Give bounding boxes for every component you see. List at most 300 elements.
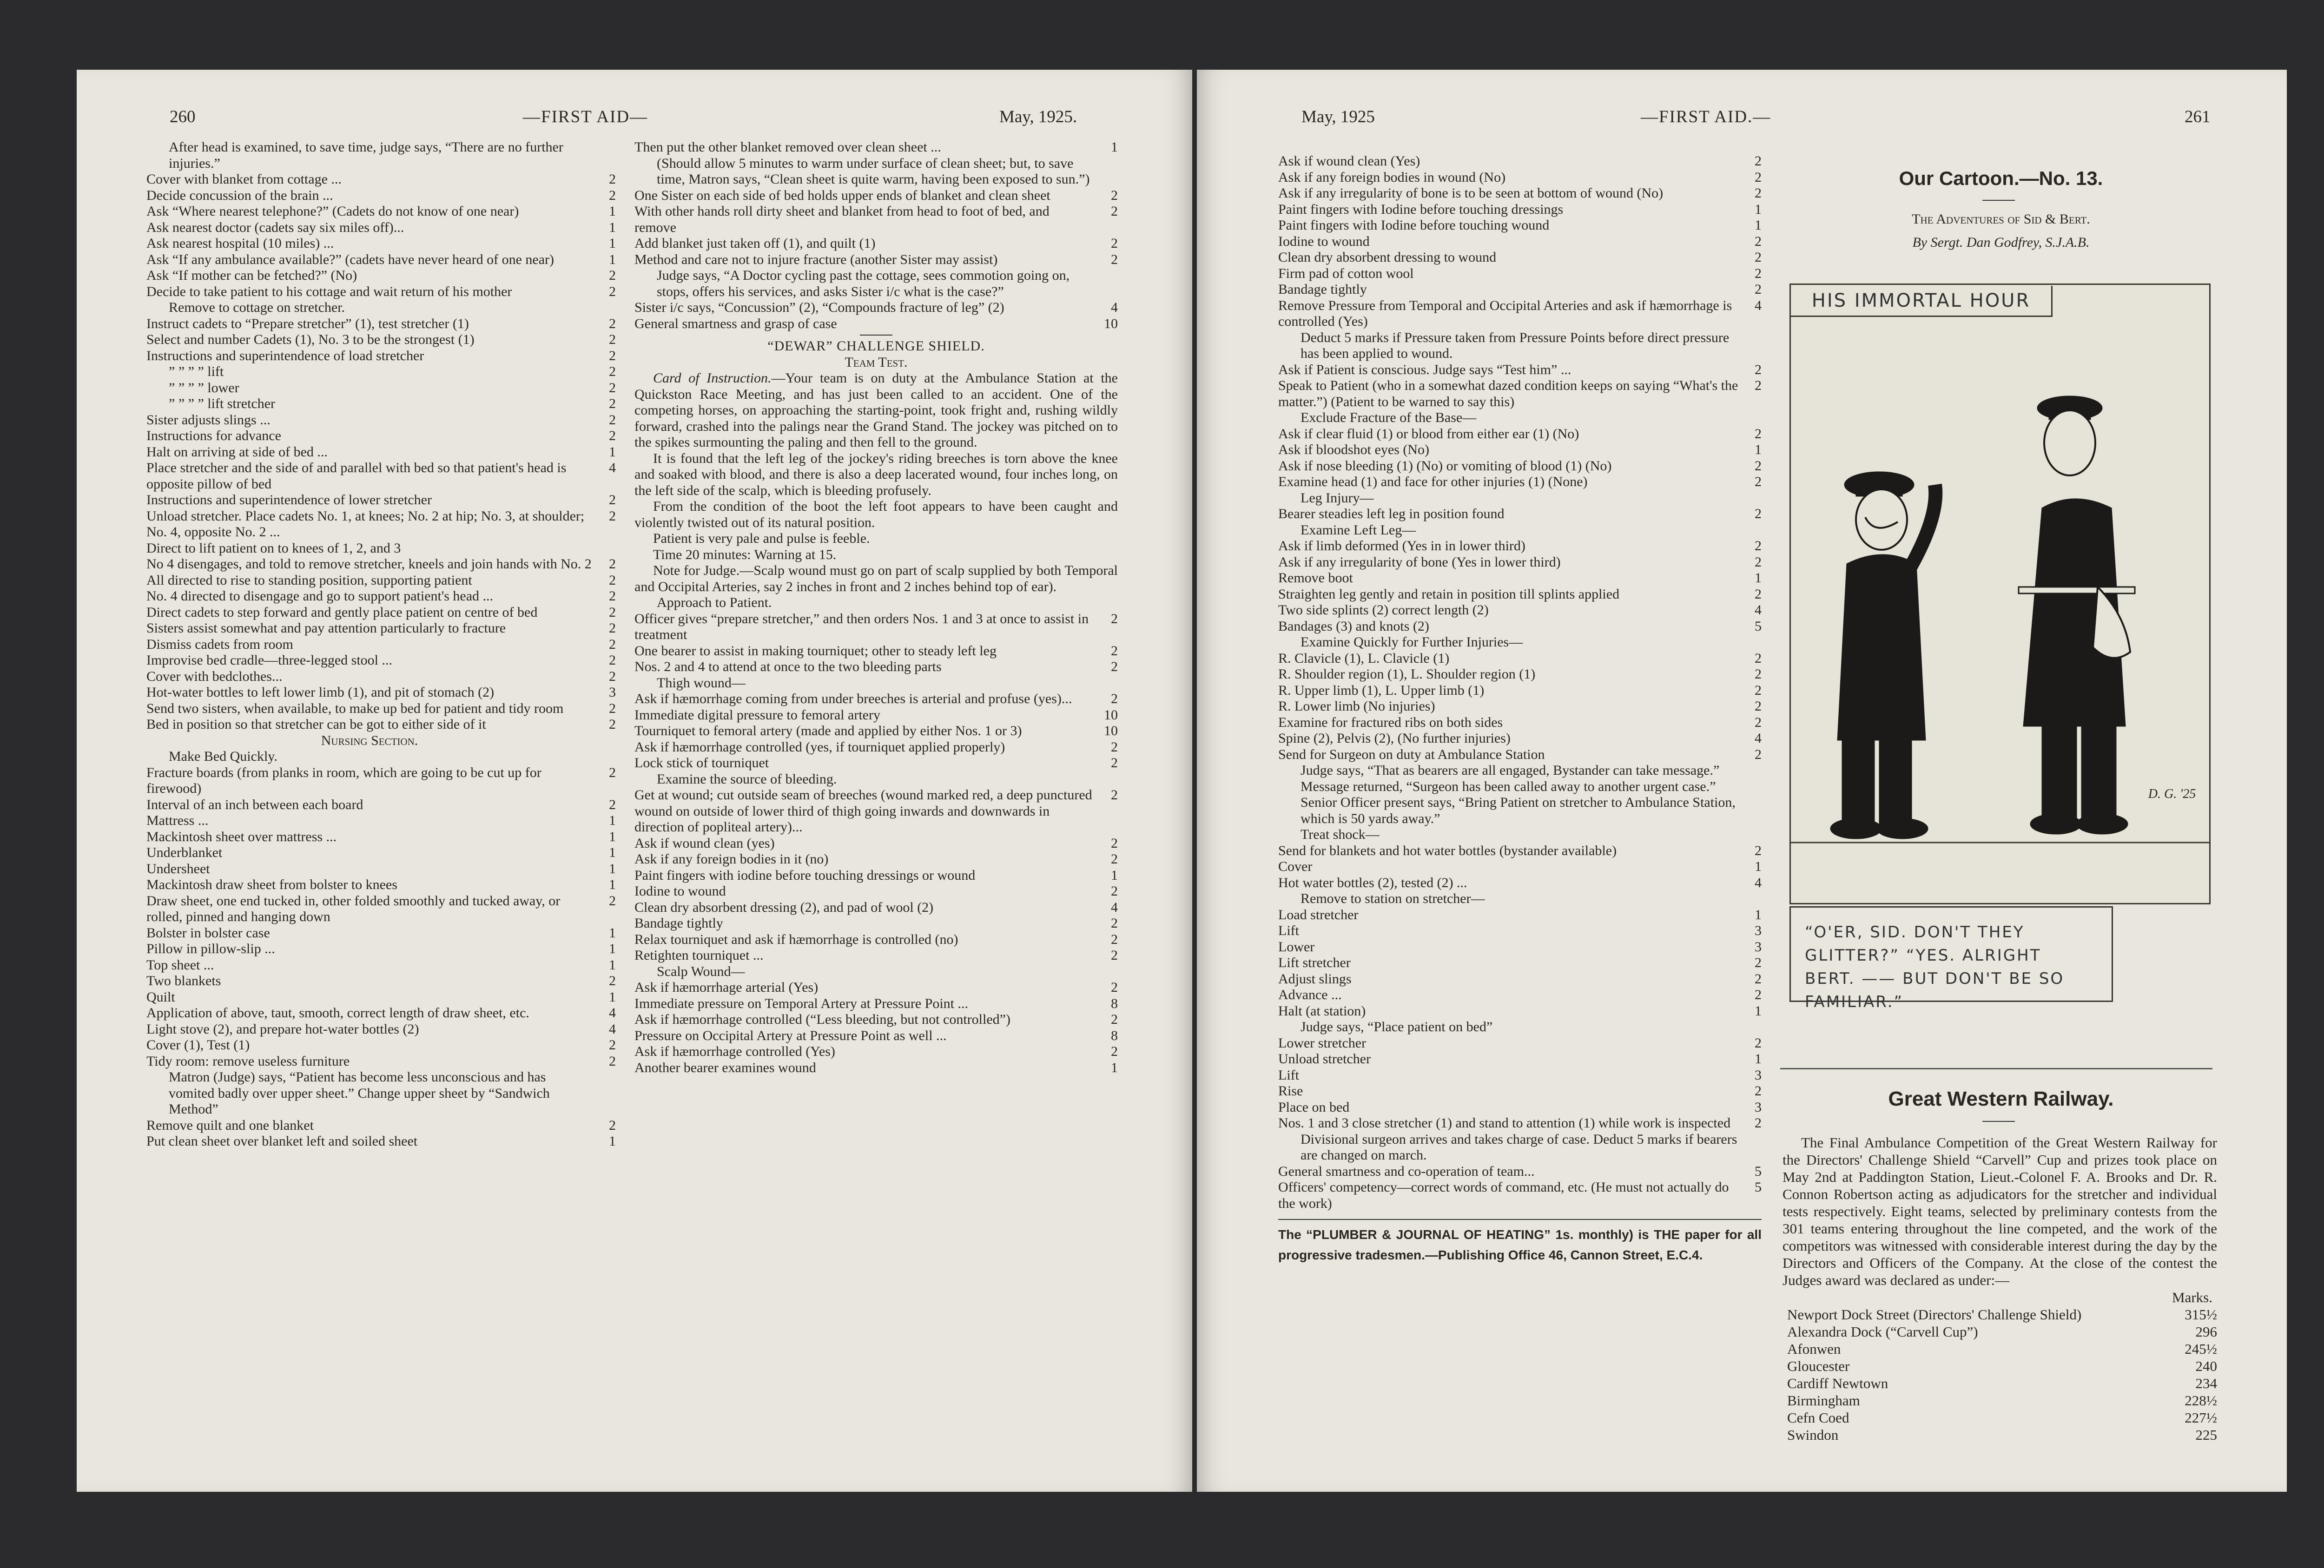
- line-item: [634, 156, 1118, 188]
- line-item: [1278, 490, 1762, 507]
- marks-value: 3: [1755, 923, 1762, 938]
- marks-value: 8: [1111, 1028, 1118, 1043]
- line-item: [146, 252, 616, 268]
- marks-value: 3: [1755, 939, 1762, 955]
- line-item: [146, 685, 616, 701]
- team-marks: 296: [2195, 1324, 2217, 1340]
- line-item: [1278, 153, 1762, 170]
- line-text: Ask if limb deformed (Yes in in lower third): [1278, 538, 1525, 553]
- line-text: Halt (at station): [1278, 1003, 1366, 1019]
- line-item: [1278, 185, 1762, 202]
- line-item: [1278, 282, 1762, 298]
- line-item: [634, 1028, 1118, 1044]
- marks-value: 1: [609, 925, 616, 941]
- marks-value: 2: [1755, 698, 1762, 714]
- marks-value: 2: [1755, 1035, 1762, 1051]
- line-item: [1278, 907, 1762, 923]
- line-text: Remove quilt and one blanket: [146, 1117, 314, 1133]
- marks-value: 2: [1111, 883, 1118, 899]
- line-item: [634, 316, 1118, 332]
- team-marks: 225: [2195, 1427, 2217, 1443]
- line-item: [146, 588, 616, 605]
- team-name: Gloucester: [1787, 1358, 1850, 1374]
- team-name: Birmingham: [1787, 1392, 1860, 1409]
- line-item: [634, 948, 1118, 964]
- marks-value: 2: [609, 973, 616, 988]
- results-table: [1783, 1306, 2217, 1443]
- line-item: [1278, 651, 1762, 667]
- line-text: Ask if wound clean (yes): [634, 835, 775, 851]
- line-item: [1278, 1035, 1762, 1052]
- line-text: Sisters assist somewhat and pay attention particularly to fracture: [146, 620, 506, 636]
- marks-value: 2: [609, 764, 616, 780]
- line-item: [1278, 859, 1762, 875]
- section-heading: Nursing Section.: [321, 732, 418, 748]
- line-text: Examine head (1) and face for other injuries (1) (None): [1278, 474, 1588, 489]
- marks-value: 2: [609, 396, 616, 411]
- marks-value: 2: [1111, 204, 1118, 219]
- marks-value: 1: [609, 236, 616, 251]
- marks-value: 2: [609, 1037, 616, 1053]
- line-text: Ask “If mother can be fetched?” (No): [146, 268, 357, 283]
- line-item: [146, 492, 616, 508]
- cartoon-illustration: [1791, 285, 2209, 903]
- line-item: [146, 204, 616, 220]
- marks-value: 2: [1111, 851, 1118, 867]
- line-item: [146, 380, 616, 396]
- cartoon-frame: [1789, 283, 2211, 904]
- line-text: Bandages (3) and knots (2): [1278, 618, 1429, 634]
- team-name: Newport Dock Street (Directors' Challenge Shield): [1787, 1306, 2082, 1323]
- line-item: [1278, 955, 1762, 971]
- marks-value: 2: [609, 412, 616, 428]
- team-name: Alexandra Dock (“Carvell Cup”): [1787, 1324, 1978, 1340]
- line-item: [1278, 666, 1762, 683]
- dewar-paragraph: From the condition of the boot the left foot appears to have been caught and violently twisted out of its natural position.: [634, 499, 1118, 530]
- banner-text: HIS IMMORTAL HOUR: [1811, 290, 2031, 311]
- line-text: Ask “Where nearest telephone?” (Cadets do not know of one near): [146, 204, 519, 219]
- line-text: Paint fingers with iodine before touching dressings or wound: [634, 867, 976, 883]
- marks-value: 2: [1755, 426, 1762, 441]
- marks-value: 1: [1755, 1003, 1762, 1019]
- dewar-subtitle: Team Test.: [845, 354, 908, 370]
- marks-value: 2: [609, 316, 616, 331]
- line-item: [634, 268, 1118, 300]
- marks-value: 2: [1111, 611, 1118, 626]
- line-text: Ask nearest doctor (cadets say six miles off)...: [146, 219, 404, 235]
- line-item: [1278, 378, 1762, 410]
- marks-value: 2: [1111, 1012, 1118, 1027]
- line-text: Two side splints (2) correct length (2): [1278, 602, 1489, 618]
- line-text: Paint fingers with Iodine before touching dressings: [1278, 201, 1564, 217]
- line-text: Cover with blanket from cottage ...: [146, 171, 342, 187]
- line-text: Ask if any irregularity of bone (Yes in lower third): [1278, 554, 1561, 570]
- line-text: Ask “If any ambulance available?” (cadets have never heard of one near): [146, 251, 555, 267]
- marks-value: 3: [1755, 1067, 1762, 1083]
- line-item: [146, 733, 616, 749]
- line-item: [1278, 298, 1762, 330]
- marks-value: 2: [1755, 378, 1762, 393]
- marks-value: 2: [609, 556, 616, 572]
- marks-value: 2: [609, 380, 616, 395]
- marks-value: 2: [1111, 787, 1118, 803]
- line-text: Tourniquet to femoral artery (made and applied by either Nos. 1 or 3): [634, 723, 1022, 738]
- line-item: [634, 691, 1118, 707]
- line-text: Then put the other blanket removed over clean sheet ...: [634, 139, 941, 155]
- line-item: [1278, 362, 1762, 378]
- line-item: [146, 845, 616, 861]
- line-item: [146, 284, 616, 300]
- left-page: [77, 70, 1192, 1492]
- line-text: One bearer to assist in making tourniquet; other to steady left leg: [634, 643, 997, 659]
- advert-rule: [1278, 1219, 1762, 1220]
- marks-value: 4: [1755, 731, 1762, 746]
- line-text: Cover with bedclothes...: [146, 668, 283, 684]
- line-item: [1278, 1067, 1762, 1084]
- line-text: Lift: [1278, 1067, 1299, 1083]
- dewar-paragraph: Time 20 minutes: Warning at 15.: [653, 547, 837, 562]
- left-column-1: [146, 139, 616, 1150]
- line-text: Mattress ...: [146, 813, 209, 828]
- line-text: Put clean sheet over blanket left and soiled sheet: [146, 1133, 418, 1149]
- line-text: Scalp Wound—: [657, 963, 745, 979]
- gwr-title: Great Western Railway.: [1888, 1087, 2114, 1110]
- marks-value: 2: [609, 348, 616, 363]
- line-item: [1278, 1179, 1762, 1212]
- line-text: Remove boot: [1278, 570, 1353, 586]
- marks-value: 2: [1755, 265, 1762, 281]
- line-text: Deduct 5 marks if Pressure taken from Pressure Points before direct pressure has been applied to wound.: [1301, 329, 1730, 361]
- marks-value: 2: [1755, 153, 1762, 169]
- marks-value: 2: [609, 604, 616, 620]
- marks-value: 2: [1755, 843, 1762, 858]
- line-item: [146, 941, 616, 957]
- line-text: Adjust slings: [1278, 971, 1352, 987]
- line-text: Matron (Judge) says, “Patient has become less unconscious and has vomited badly over upper sheet.” Change upper sheet by “Sandwich Method”: [169, 1069, 550, 1117]
- line-item: [146, 364, 616, 380]
- line-item: [634, 980, 1118, 996]
- line-text: Pressure on Occipital Artery at Pressure Point as well ...: [634, 1028, 947, 1043]
- line-item: [146, 973, 616, 989]
- page-number-right: 261: [2185, 107, 2211, 126]
- line-item: [146, 428, 616, 444]
- marks-value: 2: [1111, 916, 1118, 931]
- marks-value: 4: [1111, 899, 1118, 915]
- line-text: Mackintosh draw sheet from bolster to knees: [146, 877, 397, 892]
- marks-value: 2: [609, 893, 616, 909]
- marks-value: 1: [1755, 1051, 1762, 1067]
- line-text: Treat shock—: [1301, 827, 1380, 842]
- line-item: [146, 620, 616, 637]
- line-item: [634, 707, 1118, 724]
- line-item: [1278, 891, 1762, 907]
- line-text: Unload stretcher: [1278, 1051, 1371, 1067]
- marks-value: 1: [1111, 1060, 1118, 1075]
- line-item: [634, 868, 1118, 884]
- line-text: R. Shoulder region (1), L. Shoulder region (1): [1278, 666, 1536, 682]
- line-item: [1278, 410, 1762, 426]
- marks-value: 4: [609, 460, 616, 475]
- marks-value: 2: [1755, 714, 1762, 730]
- line-item: [1278, 474, 1762, 490]
- line-text: One Sister on each side of bed holds upper ends of blanket and clean sheet: [634, 187, 1050, 203]
- marks-value: 2: [1111, 251, 1118, 267]
- line-text: Make Bed Quickly.: [169, 749, 277, 764]
- line-item: [1278, 731, 1762, 747]
- marks-value: 2: [1755, 666, 1762, 682]
- sid-figure: [1830, 472, 1935, 839]
- card-text: —Your team is on duty at the Ambulance Station at the Quickston Race Meeting, and has just been called to an accident. One of the competing horses, on approaching the starting-point, took fright and, rushing wildly forward, crashed into the palings near the Grand Stand. The jockey was pitched on to the spikes surmounting the paling and then fell to the ground.: [634, 370, 1118, 450]
- line-item: [1278, 747, 1762, 763]
- line-item: [634, 611, 1118, 643]
- page-number-left: 260: [170, 107, 196, 126]
- line-item: [1278, 923, 1762, 939]
- marks-value: 1: [609, 251, 616, 267]
- line-item: [1278, 570, 1762, 586]
- line-text: Draw sheet, one end tucked in, other folded smoothly and tucked away, or rolled, pinned and hanging down: [146, 893, 561, 924]
- marks-value: 2: [1755, 362, 1762, 377]
- cartoon-subtitle: The Adventures of Sid & Bert.: [1912, 211, 2090, 227]
- result-row: [1783, 1340, 2217, 1357]
- marks-value: 2: [1755, 1083, 1762, 1099]
- marks-value: 1: [1755, 907, 1762, 922]
- marks-value: 2: [609, 652, 616, 668]
- line-text: Quilt: [146, 989, 175, 1005]
- line-text: Bandage tightly: [634, 916, 723, 931]
- line-item: [146, 605, 616, 621]
- marks-value: 1: [1755, 859, 1762, 874]
- line-text: Relax tourniquet and ask if hæmorrhage is controlled (no): [634, 931, 958, 947]
- team-name: Cefn Coed: [1787, 1410, 1849, 1426]
- line-text: Ask if any irregularity of bone is to be seen at bottom of wound (No): [1278, 185, 1664, 201]
- line-text: ” ” ” ” lower: [169, 380, 239, 395]
- line-item: [146, 573, 616, 589]
- running-head-left: —FIRST AID—: [523, 107, 648, 126]
- line-item: [634, 883, 1118, 900]
- line-item: [634, 1060, 1118, 1076]
- dewar-paragraph: It is found that the left leg of the jockey's riding breeches is torn above the knee and soaked with blood, and there is also a deep lacerated wound, four inches long, on the left side of the scalp, which is bleeding profusely.: [634, 450, 1118, 498]
- line-text: Direct cadets to step forward and gently place patient on centre of bed: [146, 604, 538, 620]
- line-item: [146, 540, 616, 557]
- marks-value: 2: [1111, 691, 1118, 706]
- line-item: [146, 877, 616, 893]
- line-text: Nos. 2 and 4 to attend at once to the two bleeding parts: [634, 659, 942, 674]
- marks-value: 2: [609, 492, 616, 507]
- result-row: [1783, 1426, 2217, 1443]
- line-item: [634, 932, 1118, 948]
- line-item: [634, 739, 1118, 756]
- line-item: [1278, 1115, 1762, 1132]
- line-item: [1278, 875, 1762, 891]
- line-item: [1278, 987, 1762, 1003]
- line-text: Remove to cottage on stretcher.: [169, 300, 345, 315]
- marks-value: 10: [1104, 723, 1118, 738]
- line-text: Ask if hæmorrhage controlled (“Less bleeding, but not controlled”): [634, 1012, 1010, 1027]
- line-text: Ask if hæmorrhage coming from under breeches is arterial and profuse (yes)...: [634, 691, 1072, 706]
- line-text: Officer gives “prepare stretcher,” and then orders Nos. 1 and 3 at once to assist in treatment: [634, 611, 1089, 642]
- line-item: [1278, 234, 1762, 250]
- line-text: ” ” ” ” lift: [169, 364, 224, 379]
- marks-value: 2: [1111, 755, 1118, 771]
- line-item: [634, 236, 1118, 252]
- line-text: Lift stretcher: [1278, 955, 1351, 970]
- marks-value: 2: [609, 171, 616, 187]
- marks-value: 2: [1755, 474, 1762, 489]
- line-text: Approach to Patient.: [657, 595, 772, 610]
- line-item: [1278, 1100, 1762, 1116]
- marks-value: 2: [1755, 233, 1762, 249]
- line-item: [146, 669, 616, 685]
- line-text: Immediate digital pressure to femoral artery: [634, 707, 880, 723]
- line-item: [1278, 170, 1762, 186]
- line-text: Place on bed: [1278, 1099, 1350, 1115]
- team-marks: 228½: [2185, 1392, 2217, 1409]
- line-text: Lock stick of tourniquet: [634, 755, 769, 771]
- line-text: R. Clavicle (1), L. Clavicle (1): [1278, 650, 1450, 666]
- team-name: Swindon: [1787, 1427, 1839, 1443]
- line-text: Ask if hæmorrhage controlled (yes, if tourniquet applied properly): [634, 739, 1005, 755]
- line-item: [634, 787, 1118, 836]
- line-item: [1278, 698, 1762, 715]
- line-text: Examine the source of bleeding.: [657, 771, 837, 787]
- line-item: [1278, 1019, 1762, 1035]
- gwr-rule: [1982, 1121, 2015, 1122]
- marks-value: 2: [609, 283, 616, 299]
- line-item: [1278, 1083, 1762, 1100]
- line-text: No 4 disengages, and told to remove stretcher, kneels and join hands with No. 2: [146, 556, 592, 572]
- marks-value: 1: [1755, 442, 1762, 457]
- line-text: Decide concussion of the brain ...: [146, 187, 333, 203]
- marks-value: 2: [1111, 980, 1118, 995]
- marks-value: 2: [1755, 250, 1762, 265]
- line-item: [1278, 763, 1762, 827]
- line-item: [634, 723, 1118, 739]
- line-text: Improvise bed cradle—three-legged stool ...: [146, 652, 392, 668]
- line-text: Application of above, taut, smooth, correct length of draw sheet, etc.: [146, 1005, 529, 1021]
- line-text: Cover (1), Test (1): [146, 1037, 250, 1053]
- marks-value: 2: [1755, 506, 1762, 521]
- marks-value: 1: [609, 877, 616, 892]
- line-item: [146, 508, 616, 540]
- line-item: [1278, 522, 1762, 539]
- line-item: [146, 925, 616, 942]
- line-text: Ask if any foreign bodies in it (no): [634, 851, 829, 867]
- line-item: [146, 652, 616, 669]
- line-text: Ask if clear fluid (1) or blood from either ear (1) (No): [1278, 426, 1579, 441]
- line-item: [146, 556, 616, 573]
- line-text: Halt on arriving at side of bed ...: [146, 444, 328, 460]
- line-text: Get at wound; cut outside seam of breeches (wound marked red, a deep punctured wound on outside of lower third of thigh going inwards and downwards in direction of popliteal artery)...: [634, 787, 1092, 835]
- marks-value: 2: [1755, 185, 1762, 201]
- marks-value: 2: [1111, 236, 1118, 251]
- line-item: [146, 348, 616, 364]
- line-item: [634, 836, 1118, 852]
- marks-value: 4: [609, 1021, 616, 1037]
- line-item: [146, 765, 616, 797]
- line-item: [1278, 1003, 1762, 1020]
- cartoon-caption: “O'ER, SID. DON'T THEY GLITTER?” “YES. ALRIGHT BERT. —— BUT DON'T BE SO FAMILIAR.”: [1805, 923, 2065, 1011]
- marks-value: 4: [1755, 297, 1762, 313]
- cartoon-caption-box: [1789, 906, 2113, 1011]
- line-text: Light stove (2), and prepare hot-water bottles (2): [146, 1021, 419, 1037]
- line-text: Iodine to wound: [634, 883, 726, 899]
- line-item: [634, 252, 1118, 268]
- line-item: [146, 300, 616, 316]
- line-text: Instruct cadets to “Prepare stretcher” (1), test stretcher (1): [146, 316, 469, 331]
- line-text: General smartness and grasp of case: [634, 316, 837, 331]
- line-item: [146, 797, 616, 813]
- marks-value: 4: [1111, 300, 1118, 315]
- line-item: [634, 900, 1118, 916]
- marks-value: 4: [1755, 602, 1762, 618]
- line-text: Interval of an inch between each board: [146, 797, 363, 812]
- line-text: Hot water bottles (2), tested (2) ...: [1278, 875, 1467, 890]
- cartoon-rule: [1982, 200, 2015, 201]
- line-item: [146, 1021, 616, 1038]
- line-item: [1278, 217, 1762, 234]
- line-item: [634, 1044, 1118, 1060]
- team-name: Afonwen: [1787, 1341, 1841, 1357]
- marks-value: 2: [609, 572, 616, 588]
- cartoon-title: Our Cartoon.—No. 13.: [1899, 167, 2103, 189]
- marks-value: 2: [609, 797, 616, 812]
- line-text: Examine for fractured ribs on both sides: [1278, 714, 1503, 730]
- marks-value: 3: [609, 685, 616, 700]
- line-item: [634, 755, 1118, 771]
- team-marks: 227½: [2185, 1410, 2217, 1426]
- marks-value: 1: [1755, 217, 1762, 233]
- line-item: [634, 964, 1118, 980]
- line-text: Instructions for advance: [146, 428, 281, 443]
- line-text: Iodine to wound: [1278, 233, 1370, 249]
- result-row: [1783, 1409, 2217, 1426]
- plumber-advert: The “PLUMBER & JOURNAL OF HEATING” 1s. monthly) is THE paper for all progressive tradesmen.—Publishing Office 46, Cannon Street, E.C.4.: [1278, 1227, 1762, 1262]
- line-text: Ask if bloodshot eyes (No): [1278, 442, 1429, 457]
- line-text: General smartness and co-operation of team...: [1278, 1163, 1535, 1179]
- line-text: Ask if wound clean (Yes): [1278, 153, 1420, 169]
- card-of-instruction: [634, 370, 1118, 451]
- line-text: After head is examined, to save time, judge says, “There are no further injuries.”: [169, 139, 563, 171]
- line-item: [634, 659, 1118, 675]
- line-item: [146, 989, 616, 1006]
- line-text: Fracture boards (from planks in room, which are going to be cut up for firewood): [146, 764, 541, 796]
- line-item: [1278, 827, 1762, 843]
- line-item: [1278, 330, 1762, 362]
- marks-value: 1: [609, 813, 616, 828]
- marks-value: 2: [609, 668, 616, 684]
- line-text: Two blankets: [146, 973, 221, 988]
- marks-value: 5: [1755, 1179, 1762, 1195]
- marks-value: 2: [609, 187, 616, 203]
- line-text: Method and care not to injure fracture (another Sister may assist): [634, 251, 998, 267]
- line-item: [1278, 1164, 1762, 1180]
- line-item: [146, 893, 616, 925]
- line-item: [1278, 602, 1762, 619]
- line-item: [146, 957, 616, 974]
- line-item: [634, 300, 1118, 316]
- marks-value: 2: [609, 428, 616, 443]
- line-item: [634, 771, 1118, 788]
- line-item: [1278, 939, 1762, 955]
- line-text: Dismiss cadets from room: [146, 636, 293, 652]
- line-item: [146, 236, 616, 252]
- marks-value: 2: [609, 508, 616, 524]
- marks-value: 1: [609, 941, 616, 956]
- line-text: Judge says, “That as bearers are all engaged, Bystander can take message.” Message returned, “Surgeon has been called away to another urgent case.” Senior Officer present says, “Bring Patient on stretcher to Ambulance Station, which is 50 yards away.”: [1301, 763, 1736, 826]
- result-row: [1783, 1306, 2217, 1323]
- line-text: Clean dry absorbent dressing (2), and pad of wool (2): [634, 899, 934, 915]
- line-text: Lower stretcher: [1278, 1035, 1367, 1051]
